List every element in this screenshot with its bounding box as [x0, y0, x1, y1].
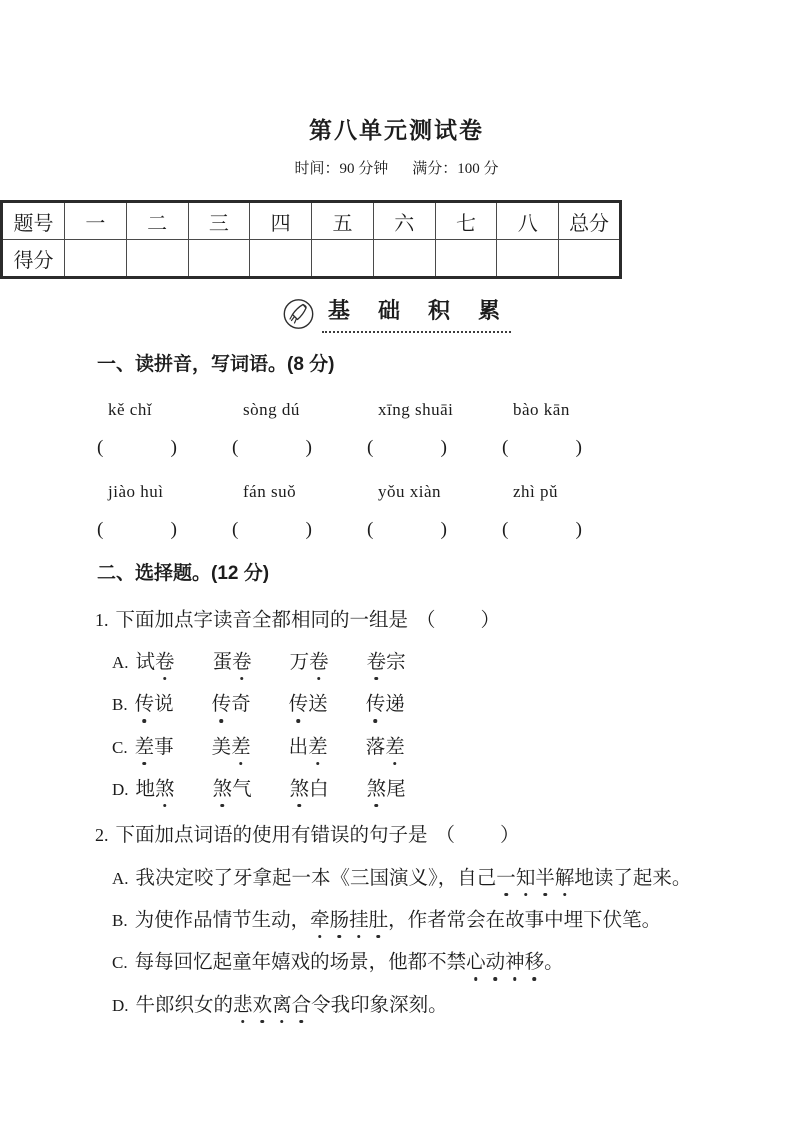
option-label: B. — [112, 695, 128, 715]
sentence-segment: 地读了起来。 — [574, 867, 692, 889]
score-table-score-row — [2, 240, 621, 278]
option-word — [213, 777, 252, 802]
paren-open: ( — [502, 436, 509, 458]
dotted-char: 煞 — [213, 777, 233, 802]
dotted-phrase — [233, 995, 311, 1016]
score-column-header: 二 — [126, 202, 188, 240]
megaphone-icon — [282, 297, 315, 331]
dotted-word — [309, 652, 329, 673]
paren-close: ) — [305, 436, 312, 458]
pinyin-column — [365, 482, 500, 543]
paren-open: ( — [367, 436, 374, 458]
sentence-segment: 牛郎织女的 — [135, 994, 234, 1016]
option-word — [135, 692, 174, 717]
choice-questions — [0, 608, 793, 1018]
section-banner — [0, 294, 793, 336]
score-column-header: 五 — [312, 202, 374, 240]
paren-close: ) — [305, 519, 312, 541]
pinyin-item: jiào huì — [108, 482, 164, 502]
question-prompt — [95, 823, 793, 848]
score-column-header: 三 — [188, 202, 250, 240]
dotted-phrase — [310, 910, 388, 931]
paren-close: ) — [170, 436, 177, 458]
score-cell — [250, 240, 312, 278]
word-segment: 奇 — [231, 694, 251, 716]
answer-blank — [502, 518, 582, 543]
score-table-header-row — [2, 202, 621, 240]
sentence-segment: 我决定咬了牙拿起一本《三国演义》，自己 — [135, 867, 497, 889]
paren-close: ) — [440, 519, 447, 541]
paren-open: ( — [367, 519, 374, 541]
option-label: B. — [112, 911, 128, 931]
word-segment: 说 — [154, 694, 174, 716]
answer-blank — [502, 436, 582, 461]
score-column-header: 七 — [435, 202, 497, 240]
option-row — [112, 950, 793, 975]
dotted-word — [367, 652, 387, 673]
pinyin-row — [95, 482, 793, 543]
dotted-char: 牵 — [310, 908, 330, 933]
sentence-segment: 令我印象深刻。 — [311, 994, 448, 1016]
dotted-word — [290, 779, 310, 800]
dotted-char: 移 — [525, 950, 545, 975]
pinyin-row — [95, 400, 793, 461]
score-column-header: 六 — [373, 202, 435, 240]
pinyin-item: xīng shuāi — [378, 399, 454, 419]
dotted-char: 煞 — [367, 777, 387, 802]
word-segment: 蛋 — [212, 651, 233, 673]
dotted-char: 差 — [135, 735, 155, 760]
dotted-char: 一 — [496, 866, 516, 891]
score-column-header: 八 — [497, 202, 559, 240]
pinyin-item: fán suǒ — [243, 482, 297, 502]
option-row — [112, 993, 793, 1018]
dotted-char: 欢 — [253, 993, 273, 1018]
option-word — [366, 692, 405, 717]
score-table — [0, 200, 622, 279]
dotted-char: 动 — [486, 950, 506, 975]
sentence-segment: 为使作品情节生动， — [134, 910, 311, 932]
option-word — [289, 692, 328, 717]
score-cell — [373, 240, 435, 278]
score-table-corner: 题号 — [2, 202, 65, 240]
dotted-char: 心 — [466, 950, 486, 975]
word-segment: 事 — [154, 736, 174, 758]
dotted-char: 神 — [505, 950, 525, 975]
score-cell — [497, 240, 559, 278]
word-segment: 宗 — [386, 651, 406, 673]
word-segment: 白 — [309, 779, 329, 801]
dotted-word — [212, 694, 232, 715]
sentence-segment: 。 — [544, 952, 564, 974]
dotted-word — [308, 737, 328, 758]
score-column-header: 总分 — [559, 202, 621, 240]
question-number: 2. — [95, 825, 109, 846]
option-label: A. — [112, 652, 129, 672]
dotted-char: 差 — [308, 735, 328, 760]
meta-score: 满分：100 分 — [412, 160, 499, 177]
dotted-char: 卷 — [155, 650, 175, 675]
word-segment: 试 — [135, 651, 156, 673]
score-column-header: 一 — [65, 202, 127, 240]
paren-close: ) — [170, 519, 177, 541]
option-label: C. — [112, 953, 128, 973]
paren-open: ( — [97, 436, 104, 458]
score-column-header: 四 — [250, 202, 312, 240]
option-row — [112, 908, 793, 933]
dotted-char: 传 — [289, 692, 309, 717]
pinyin-column — [500, 400, 635, 461]
dotted-char: 卷 — [367, 650, 387, 675]
dotted-word — [366, 694, 386, 715]
paren-open: ( — [502, 519, 509, 541]
dotted-char: 肚 — [369, 908, 389, 933]
option-word — [136, 650, 175, 675]
score-cell — [312, 240, 374, 278]
answer-blank — [367, 518, 447, 543]
pinyin-column — [95, 400, 230, 461]
paren-close: ) — [440, 436, 447, 458]
score-cell — [188, 240, 250, 278]
option-word — [213, 650, 252, 675]
dotted-word — [135, 694, 155, 715]
option-row — [112, 866, 793, 891]
option-label: D. — [112, 780, 129, 800]
dotted-char: 半 — [535, 866, 555, 891]
paper-title: 第八单元测试卷 — [309, 117, 484, 143]
dotted-char: 传 — [135, 692, 155, 717]
score-cell — [126, 240, 188, 278]
score-row-label: 得分 — [2, 240, 65, 278]
paren-open: ( — [97, 519, 104, 541]
option-word — [212, 692, 251, 717]
option-word — [290, 777, 329, 802]
option-row — [112, 735, 793, 760]
option-word — [136, 777, 175, 802]
option-label: C. — [112, 737, 128, 757]
dotted-char: 解 — [555, 866, 575, 891]
answer-blank — [97, 518, 177, 543]
pinyin-grid — [0, 400, 793, 543]
question-prompt — [95, 608, 793, 633]
dotted-word — [213, 779, 233, 800]
dotted-char: 离 — [272, 993, 292, 1018]
word-segment: 地 — [135, 779, 156, 801]
answer-bracket: （ ） — [435, 825, 522, 847]
option-word — [366, 735, 405, 760]
option-word — [367, 777, 406, 802]
paren-open: ( — [232, 436, 239, 458]
option-label: A. — [112, 868, 129, 888]
sentence-segment: ，作者常会在故事中埋下伏笔。 — [388, 910, 662, 932]
pinyin-item: yǒu xiàn — [378, 482, 442, 502]
dotted-char: 差 — [231, 735, 251, 760]
dotted-char: 知 — [516, 866, 536, 891]
word-segment: 递 — [385, 694, 405, 716]
banner-title: 基 础 积 累 — [322, 294, 511, 333]
word-segment: 气 — [232, 779, 252, 801]
dotted-char: 煞 — [290, 777, 310, 802]
answer-blank — [97, 436, 177, 461]
dotted-phrase — [466, 952, 544, 973]
score-cell — [435, 240, 497, 278]
dotted-word — [367, 779, 387, 800]
dotted-word — [385, 737, 405, 758]
option-word — [289, 735, 328, 760]
word-segment: 落 — [365, 736, 386, 758]
option-word — [290, 650, 329, 675]
dotted-phrase — [496, 868, 574, 889]
option-label: D. — [112, 995, 129, 1015]
dotted-word — [155, 652, 175, 673]
word-segment: 美 — [211, 736, 232, 758]
question-text: 下面加点字读音全都相同的一组是 — [115, 609, 409, 631]
dotted-word — [232, 652, 252, 673]
paper-meta — [0, 160, 793, 180]
option-row — [112, 777, 793, 802]
word-segment: 出 — [288, 736, 309, 758]
pinyin-column — [500, 482, 635, 543]
answer-blank — [367, 436, 447, 461]
dotted-char: 差 — [385, 735, 405, 760]
dotted-char: 卷 — [309, 650, 329, 675]
pinyin-column — [230, 400, 365, 461]
pinyin-column — [95, 482, 230, 543]
pinyin-column — [365, 400, 500, 461]
answer-blank — [232, 518, 312, 543]
dotted-word — [135, 737, 155, 758]
pinyin-column — [230, 482, 365, 543]
option-word — [212, 735, 251, 760]
answer-bracket: （ ） — [416, 609, 503, 631]
dotted-word — [289, 694, 309, 715]
pinyin-item: zhì pǔ — [513, 482, 559, 502]
dotted-char: 传 — [366, 692, 386, 717]
option-word — [135, 735, 174, 760]
dotted-char: 悲 — [233, 993, 253, 1018]
option-word — [367, 650, 406, 675]
paren-open: ( — [232, 519, 239, 541]
pinyin-item: sòng dú — [243, 399, 300, 419]
score-cell — [65, 240, 127, 278]
pinyin-item: kě chǐ — [108, 399, 153, 419]
word-segment: 万 — [289, 651, 310, 673]
dotted-word — [231, 737, 251, 758]
option-row — [112, 692, 793, 717]
answer-blank — [232, 436, 312, 461]
word-segment: 尾 — [386, 779, 406, 801]
meta-time: 时间：90 分钟 — [294, 160, 389, 177]
dotted-char: 挂 — [349, 908, 369, 933]
section-2-heading: 二、选择题。(12 分) — [97, 562, 270, 584]
question-text: 下面加点词语的使用有错误的句子是 — [115, 825, 428, 847]
pinyin-item: bào kān — [513, 399, 570, 419]
question-number: 1. — [95, 609, 109, 630]
dotted-char: 卷 — [232, 650, 252, 675]
paren-close: ) — [575, 519, 582, 541]
paren-close: ) — [575, 436, 582, 458]
dotted-word — [155, 779, 175, 800]
dotted-char: 传 — [212, 692, 232, 717]
score-cell — [559, 240, 621, 278]
dotted-char: 肠 — [330, 908, 350, 933]
option-row — [112, 650, 793, 675]
sentence-segment: 每每回忆起童年嬉戏的场景，他都不禁 — [134, 952, 467, 974]
word-segment: 送 — [308, 694, 328, 716]
dotted-char: 煞 — [155, 777, 175, 802]
dotted-char: 合 — [292, 993, 312, 1018]
section-1-heading: 一、读拼音，写词语。(8 分) — [97, 353, 335, 375]
